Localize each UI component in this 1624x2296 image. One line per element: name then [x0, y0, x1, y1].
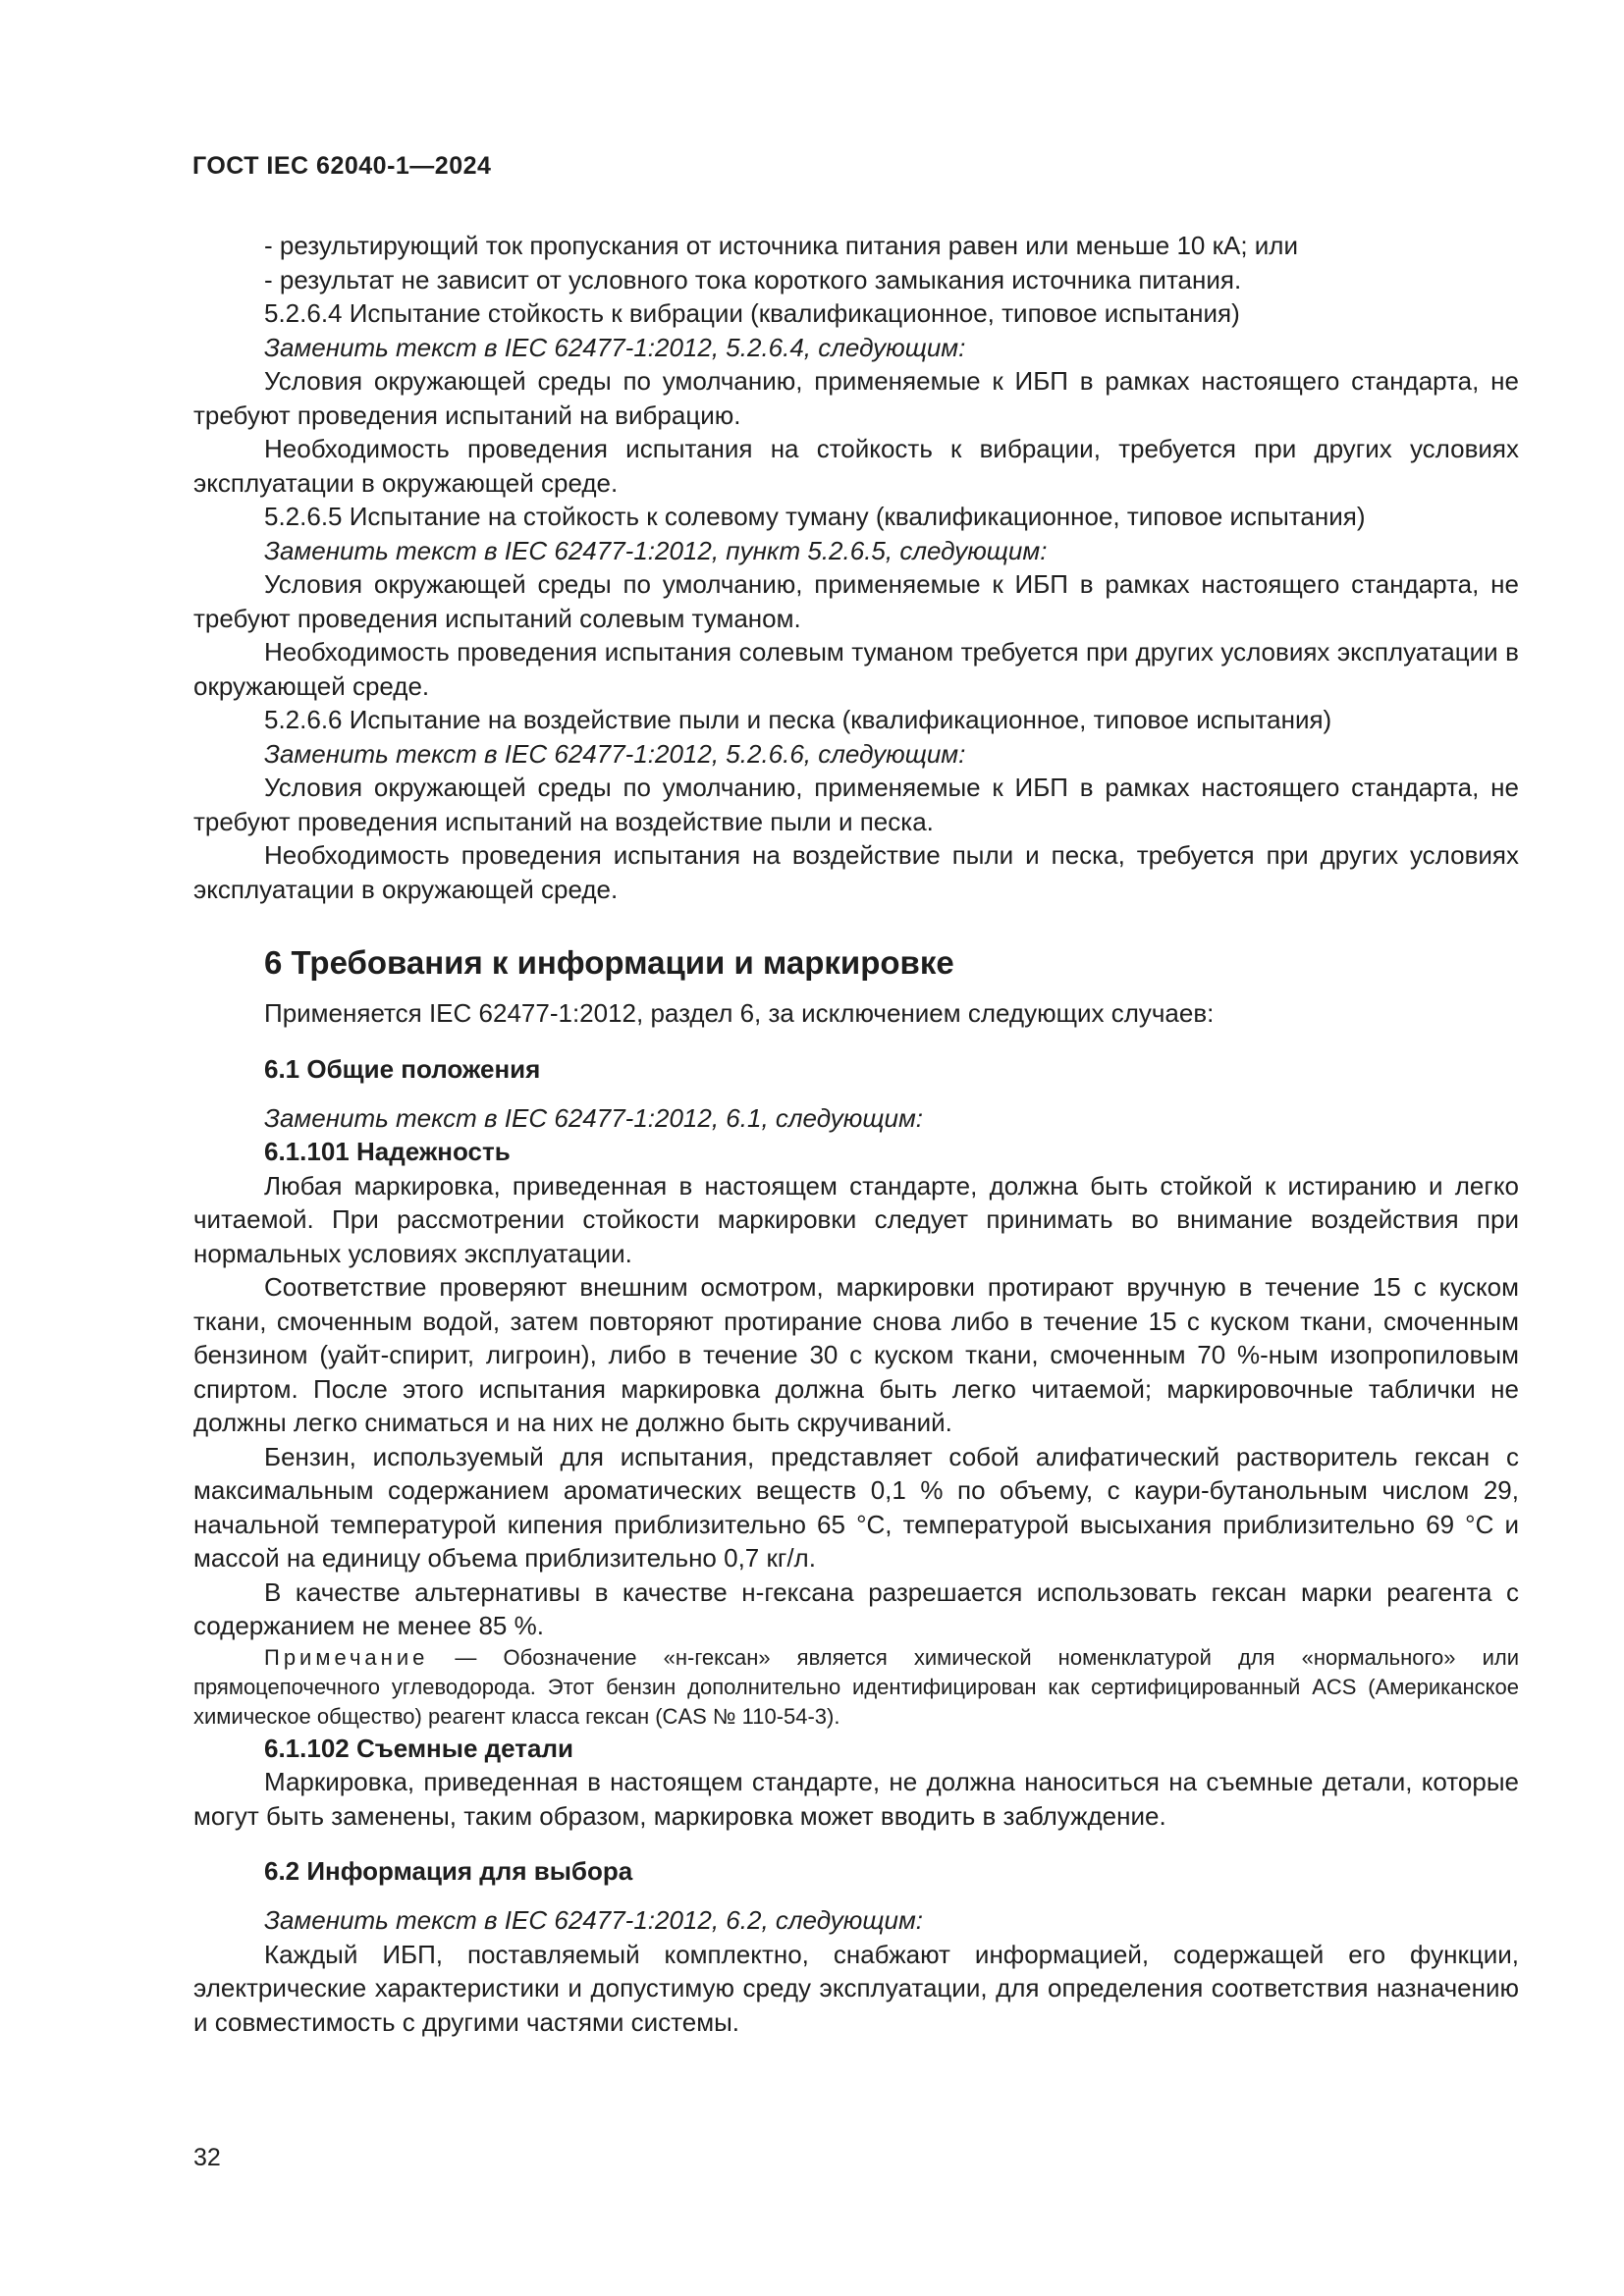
item-6-1-101-para: Бензин, используемый для испытания, представляет собой алифатический растворитель гексан с максимальным содержанием ароматических веществ 0,1 % по объему, с каури-бутанольным числом 29, начальной температурой кипения приблизительно 65 °С, температурой высыхания приблизительно 69 °С и массой на единицу объема приблизительно 0,7 кг/л. — [193, 1441, 1519, 1573]
body-paragraph: - результирующий ток пропускания от источника питания равен или меньше 10 кА; или — [264, 231, 1298, 260]
page-body — [193, 229, 1519, 2039]
body-paragraph: Необходимость проведения испытания на воздействие пыли и песка, требуется при других условиях эксплуатации в окружающей среде. — [193, 840, 1519, 904]
body-paragraph: 5.2.6.6 Испытание на воздействие пыли и песка (квалификационное, типовое испытания) — [264, 705, 1332, 734]
note-paragraph — [193, 1643, 1519, 1732]
section-5-2-6-text — [193, 229, 1519, 906]
item-6-1-101-heading: 6.1.101 Надежность — [264, 1137, 511, 1166]
page-number: 32 — [193, 2144, 221, 2171]
body-paragraph: 5.2.6.4 Испытание стойкость к вибрации (квалификационное, типовое испытания) — [264, 298, 1240, 328]
body-paragraph: Заменить текст в IEC 62477-1:2012, 5.2.6.4, следующим: — [264, 332, 966, 362]
body-paragraph: Условия окружающей среды по умолчанию, применяемые к ИБП в рамках настоящего стандарта, не требуют проведения испытаний на воздействие пыли и песка. — [193, 773, 1519, 836]
note-text: — Обозначение «н-гексан» является химической номенклатурой для «нормального» или прямоцепочечного углеводорода. Этот бензин дополнительно идентифицирован как сертифицированный ACS (Американское химическое общество) реагент класса гексан (CAS № 110-54-3). — [193, 1644, 1519, 1729]
body-paragraph: Необходимость проведения испытания солевым туманом требуется при других условиях эксплуатации в окружающей среде. — [193, 637, 1519, 701]
note-label: Примечание — [264, 1644, 429, 1670]
subsection-6-1-heading: 6.1 Общие положения — [264, 1053, 541, 1084]
item-6-1-101-para: Любая маркировка, приведенная в настоящем стандарте, должна быть стойкой к истиранию и легко читаемой. При рассмотрении стойкости маркировки следует принимать во внимание воздействия при нормальных условиях эксплуатации. — [193, 1170, 1519, 1268]
body-paragraph: Необходимость проведения испытания на стойкость к вибрации, требуется при других условиях эксплуатации в окружающей среде. — [193, 434, 1519, 498]
item-6-1-101-para: Соответствие проверяют внешним осмотром, маркировки протирают вручную в течение 15 с куском ткани, смоченным водой, затем повторяют протирание снова либо в течение 15 с куском ткани, смоченным бензином (уайт-спирит, лигроин), либо в течение 30 с куском ткани, смоченным 70 %-ным изопропиловым спиртом. После этого испытания маркировка должна быть легко читаемой; маркировочные таблички не должны легко сниматься и на них не должно быть скручиваний. — [193, 1272, 1519, 1437]
body-paragraph: Заменить текст в IEC 62477-1:2012, пункт 5.2.6.5, следующим: — [264, 535, 1048, 565]
item-6-1-102-text: Маркировка, приведенная в настоящем стандарте, не должна наноситься на съемные детали, которые могут быть заменены, таким образом, маркировка может вводить в заблуждение. — [193, 1767, 1519, 1831]
document-header: ГОСТ IEC 62040-1—2024 — [192, 152, 492, 180]
body-paragraph: Условия окружающей среды по умолчанию, применяемые к ИБП в рамках настоящего стандарта, не требуют проведения испытаний на вибрацию. — [193, 366, 1519, 430]
body-paragraph: 5.2.6.5 Испытание на стойкость к солевому туману (квалификационное, типовое испытания) — [264, 502, 1366, 531]
item-6-1-102-heading: 6.1.102 Съемные детали — [264, 1733, 573, 1763]
body-paragraph: Условия окружающей среды по умолчанию, применяемые к ИБП в рамках настоящего стандарта, не требуют проведения испытаний солевым туманом. — [193, 569, 1519, 633]
item-6-1-101-para: В качестве альтернативы в качестве н-гексана разрешается использовать гексан марки реагента с содержанием не менее 85 %. — [193, 1576, 1519, 1640]
body-paragraph: Заменить текст в IEC 62477-1:2012, 5.2.6.6, следующим: — [264, 738, 966, 769]
body-paragraph: - результат не зависит от условного тока короткого замыкания источника питания. — [264, 264, 1242, 294]
section-6-heading: 6 Требования к информации и маркировке — [264, 944, 954, 981]
subsection-6-2-replace-note: Заменить текст в IEC 62477-1:2012, 6.2, следующим: — [264, 1905, 923, 1935]
subsection-6-2-heading: 6.2 Информация для выбора — [264, 1856, 633, 1886]
subsection-6-2-text: Каждый ИБП, поставляемый комплектно, снабжают информацией, содержащей его функции, электрические характеристики и допустимую среду эксплуатации, для определения соответствия назначению и совместимость с другими частями системы. — [193, 1939, 1519, 2037]
subsection-6-1-replace-note: Заменить текст в IEC 62477-1:2012, 6.1, следующим: — [264, 1102, 923, 1133]
section-6-intro: Применяется IEC 62477-1:2012, раздел 6, за исключением следующих случаев: — [264, 998, 1215, 1028]
